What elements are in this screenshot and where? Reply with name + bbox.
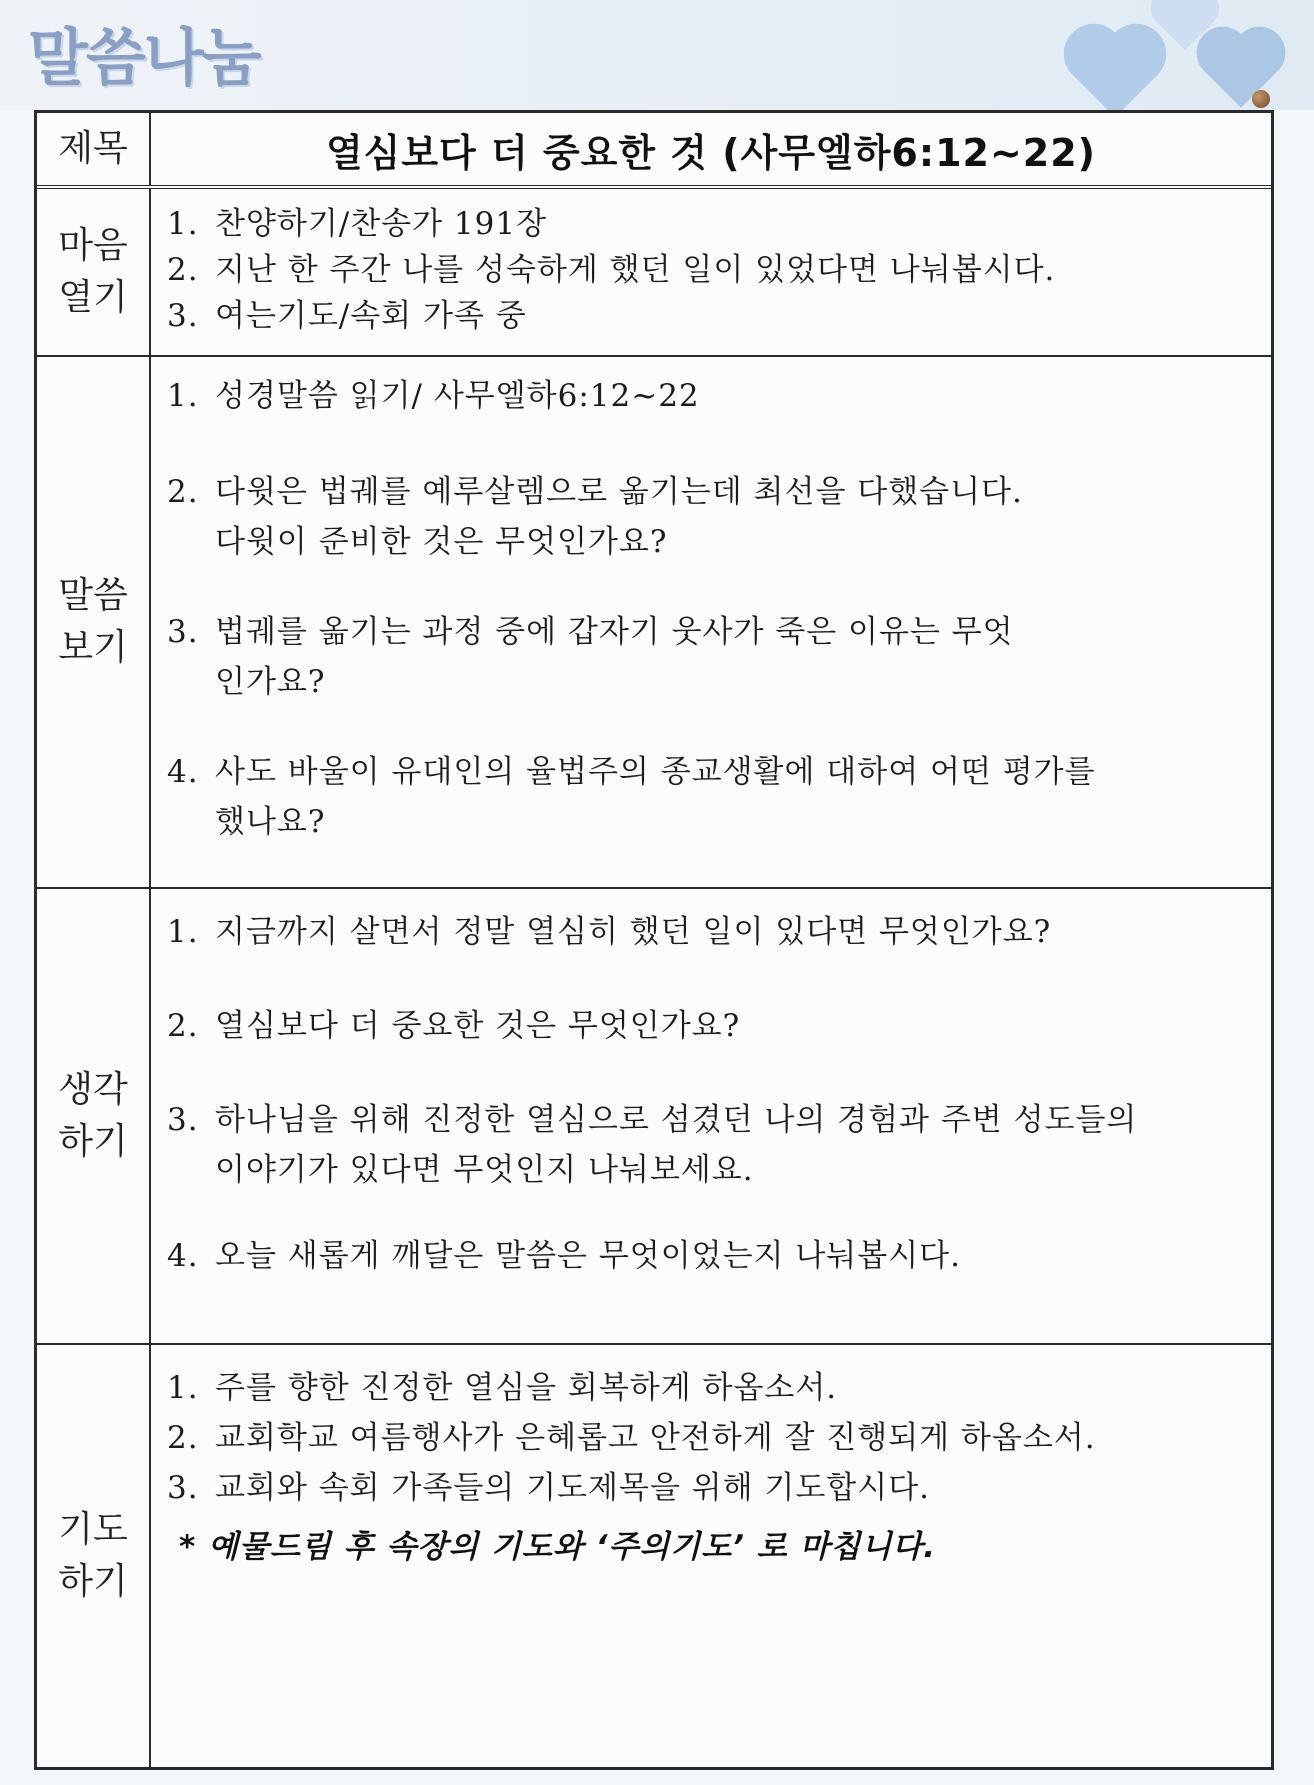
list-item [167,1231,1253,1281]
pray-row [37,1343,1271,1767]
read-word-label-line1: 말씀 [58,574,128,616]
item-number: 1. [167,206,199,242]
think-label-line2: 하기 [58,1121,128,1162]
list-item [167,467,1253,567]
think-label-line1: 생각 [58,1068,128,1110]
list-item [167,291,1253,341]
item-number: 2. [167,252,199,288]
title-row [37,113,1271,185]
item-text: 주를 향한 진정한 열심을 회복하게 하옵소서. [215,1370,838,1406]
list-item [167,1413,1253,1463]
item-number: 1. [167,914,199,950]
item-text: 사도 바울이 유대인의 율법주의 종교생활에 대하여 어떤 평가를 [215,754,1096,790]
read-word-content [167,357,1253,887]
column-divider [149,889,151,1343]
item-text: 여는기도/속회 가족 중 [215,298,527,334]
pray-label-line1: 기도 [58,1508,128,1550]
item-number: 3. [167,1470,199,1506]
list-item [167,607,1253,707]
worksheet-table [34,110,1274,1770]
item-text: 오늘 새롭게 깨달은 말씀은 무엇이었는지 나눠봅시다. [215,1238,961,1274]
column-divider [149,357,151,887]
item-number: 2. [167,474,199,510]
lesson-title: 열심보다 더 중요한 것 (사무엘하6:12~22) [325,130,1097,175]
item-text: 법궤를 옮기는 과정 중에 갑자기 웃사가 죽은 이유는 무엇 [215,614,1014,650]
list-item [167,1001,1253,1051]
item-number: 1. [167,378,199,414]
list-item [167,245,1253,295]
item-text: 하나님을 위해 진정한 열심으로 섬겼던 나의 경험과 주변 성도들의 [215,1102,1138,1138]
list-item [167,1095,1253,1195]
item-text: 지금까지 살면서 정말 열심히 했던 일이 있다면 무엇인가요? [215,914,1052,950]
pushpin-icon [1252,90,1270,108]
column-divider [149,1345,151,1767]
open-heart-label [37,189,149,355]
item-text-continued: 했나요? [215,804,326,840]
item-number: 4. [167,1238,199,1274]
pray-content [167,1345,1253,1767]
page-title: 말씀나눔 [28,21,260,94]
item-text: 지난 한 주간 나를 성숙하게 했던 일이 있었다면 나눠봅시다. [215,252,1056,288]
item-text: 열심보다 더 중요한 것은 무엇인가요? [215,1008,741,1044]
item-number: 2. [167,1420,199,1456]
list-item [167,1363,1253,1413]
item-text: 찬양하기/찬송가 191장 [215,206,548,242]
think-row [37,887,1271,1343]
title-label-text: 제목 [58,127,128,169]
item-number: 4. [167,754,199,790]
list-item [167,747,1253,847]
think-content [167,889,1253,1343]
closing-note: * 예물드림 후 속장의 기도와 ‘주의기도’ 로 마칩니다. [179,1529,937,1565]
item-text: 교회와 속회 가족들의 기도제목을 위해 기도합시다. [215,1470,930,1506]
item-number: 3. [167,298,199,334]
open-heart-label-line1: 마음 [58,224,128,266]
title-label [37,113,149,185]
column-divider [149,189,151,355]
pray-label [37,1345,149,1767]
item-text-continued: 다윗이 준비한 것은 무엇인가요? [215,524,668,560]
list-item [167,371,1253,421]
list-item [167,1463,1253,1513]
read-word-label-line2: 보기 [58,627,128,668]
item-text-continued: 인가요? [215,664,326,700]
open-heart-content [167,189,1253,355]
think-label [37,889,149,1343]
list-item [167,199,1253,249]
item-number: 3. [167,614,199,650]
item-number: 1. [167,1370,199,1406]
read-word-label [37,357,149,887]
item-text-continued: 이야기가 있다면 무엇인지 나눠보세요. [215,1152,754,1188]
pray-label-line2: 하기 [58,1561,128,1602]
open-heart-row [37,185,1271,355]
list-item [167,907,1253,957]
item-text: 다윗은 법궤를 예루살렘으로 옮기는데 최선을 다했습니다. [215,474,1023,510]
item-number: 2. [167,1008,199,1044]
item-number: 3. [167,1102,199,1138]
item-text: 교회학교 여름행사가 은혜롭고 안전하게 잘 진행되게 하옵소서. [215,1420,1096,1456]
item-text: 성경말씀 읽기/ 사무엘하6:12~22 [215,378,700,414]
open-heart-label-line2: 열기 [58,277,128,318]
read-word-row [37,355,1271,887]
